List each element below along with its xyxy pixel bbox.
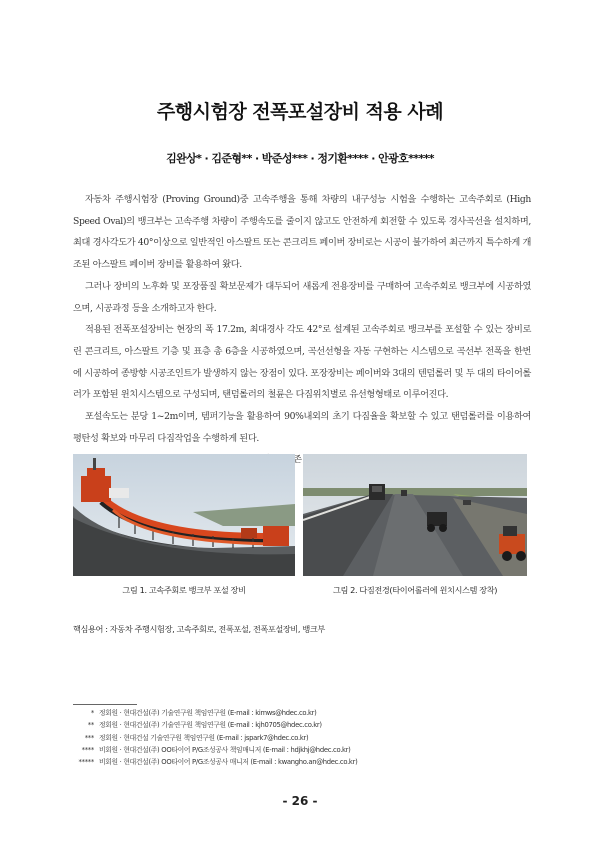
- paragraph: 포설속도는 분당 1~2m이며, 템퍼기능을 활용하여 90%내외의 초기 다짐율을 확보할 수 있고 탠덤롤러를 이용하여 평탄성 확보와 마무리 다짐작업을 수행하게 된다.: [73, 411, 531, 444]
- footnotes: [60, 707, 540, 768]
- figure-2-caption: 그림 2. 다짐전경(타이어롤러에 윈치시스템 장착): [332, 585, 498, 595]
- article-body: [73, 189, 531, 471]
- footnote-mark: ****: [81, 745, 94, 754]
- footnote-item: [60, 756, 540, 768]
- footnote-item: [60, 732, 540, 744]
- footnote-mark: *****: [78, 758, 94, 767]
- footnote-mark: **: [87, 721, 94, 730]
- keywords: 핵심용어 : 자동차 주행시험장, 고속주회로, 전폭포설, 전폭포설장비, 뱅크부: [73, 624, 325, 634]
- author-list: 김완상* · 김준형** · 박준성*** · 정기환**** · 안광호*****: [166, 152, 434, 165]
- footnote-divider: [73, 704, 137, 705]
- footnote-text: 정회원 · 현대건설(주) 기술연구원 책임연구원 (E-mail : kimws@hdec.co.kr): [99, 709, 317, 717]
- figure-2-photo: [303, 454, 527, 576]
- footnote-text: 비회원 · 현대건설(주) OO타이어 P/G조성공사 책임매니저 (E-mail : hdjkhj@hdec.co.kr): [99, 745, 351, 754]
- footnote-text: 정회원 · 현대건설 기술연구원 책임연구원 (E-mail : jspark7@hdec.co.kr): [99, 733, 309, 742]
- footnote-text: 비회원 · 현대건설(주) OO타이어 P/G조성공사 매니저 (E-mail : kwangho.an@hdec.co.kr): [99, 758, 358, 767]
- footnote-item: [60, 707, 540, 719]
- paragraph: 적용된 전폭포설장비는 현장의 폭 17.2m, 최대경사 각도 42°로 설계된 고속주회로 뱅크부를 포설할 수 있는 장비로 린 콘크리트, 아스팔트 기층 및 표층 총 6층을 시공하였으며, 곡선선형을 자동 구현하는 시스템으로 곡선부 전폭을 한번에 시공하여 종방향 시공조인트가 발생하지 않는 장점이 있다. 포장장비는 페이버와 3대의 텐덤롤러 및 두 대의 타이어롤러가 포함된 윈치시스템으로 구성되며, 탠덤롤러의 철륜은 다짐위치별로 유선형형태로 이루어진다.: [73, 324, 531, 401]
- footnote-mark: ***: [84, 733, 94, 742]
- footnote-item: [60, 744, 540, 756]
- paragraph: 그러나 장비의 노후화 및 포장품질 확보문제가 대두되어 새롭게 전용장비를 구매하여 고속주회로 뱅크부에 시공하였으며, 시공과정 등을 소개하고자 한다.: [73, 280, 531, 314]
- article-title: 주행시험장 전폭포설장비 적용 사례: [156, 101, 444, 123]
- paragraph: 자동차 주행시험장 (Proving Ground)중 고속주행을 통해 차량의 내구성능 시험을 수행하는 고속주회로 (High Speed Oval)의 뱅크부는 고속주행 차량이 주행속도를 줄이지 않고도 안전하게 회전할 수 있도록 경사곡선을 설치하며, 최대 경사각도가 40°이상으로 일반적인 아스팔트 또는 콘크리트 페이버 장비로는 시공이 불가하여 최근까지 특수하게 개조된 아스팔트 페이버 장비를 활용하여 왔다.: [73, 194, 531, 271]
- figure-1-caption: 그림 1. 고속주회로 뱅크부 포설 장비: [122, 585, 246, 595]
- page-number: - 26 -: [282, 794, 318, 808]
- footnote-item: [60, 719, 540, 731]
- footnote-text: 정회원 · 현대건설(주) 기술연구원 책임연구원 (E-mail : kjh0705@hdec.co.kr): [99, 721, 322, 730]
- footnote-mark: *: [90, 709, 94, 717]
- figure-1-photo: [73, 454, 295, 576]
